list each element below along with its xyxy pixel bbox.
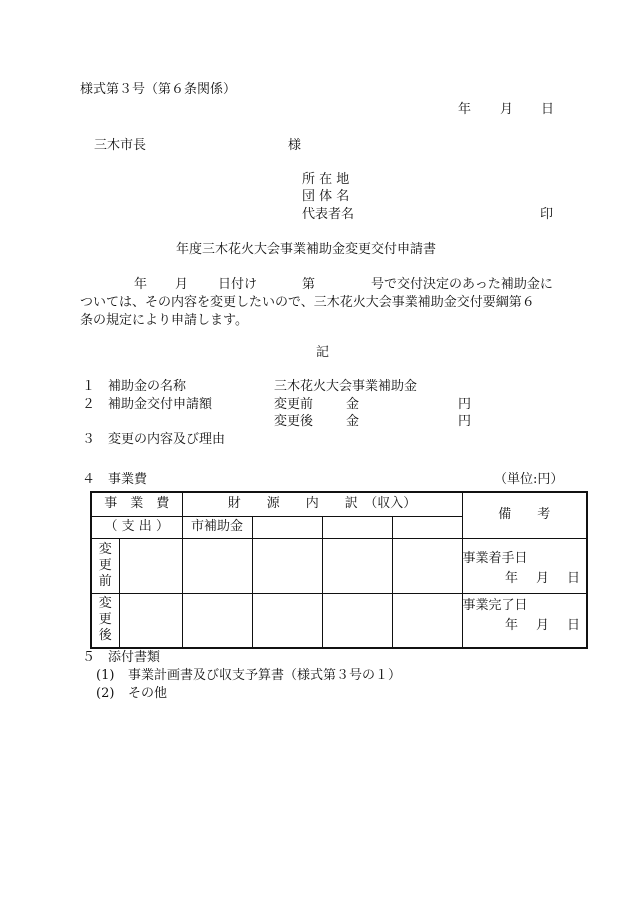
item-3-label: 変更の内容及び理由: [108, 432, 226, 447]
item-4-number: ４: [82, 472, 96, 487]
body-date-attached: 日付け: [218, 277, 258, 292]
after-source-2-cell[interactable]: [252, 593, 322, 648]
start-month: 月: [536, 570, 550, 586]
item-1-number: １: [82, 379, 96, 394]
before-source-3-cell[interactable]: [322, 538, 392, 593]
end-month: 月: [536, 617, 550, 633]
item-1-value: 三木花火大会事業補助金: [274, 379, 418, 394]
start-date-line: [463, 571, 587, 587]
item-2-label: 補助金交付申請額: [108, 397, 213, 412]
body-dai: 第: [302, 277, 316, 292]
header-blank-2: [322, 516, 392, 538]
form-number: 様式第３号（第６条関係）: [80, 82, 237, 97]
after-source-3-cell[interactable]: [322, 593, 392, 648]
body-year: 年: [134, 277, 148, 292]
before-source-4-cell[interactable]: [392, 538, 462, 593]
date-month-label: 月: [500, 102, 514, 117]
header-shihojo: 市補助金: [191, 519, 244, 534]
item-3-number: ３: [82, 432, 96, 447]
attachment-2-text: その他: [128, 686, 168, 701]
row-before-label: [91, 538, 119, 593]
row-before-char-1: 変: [98, 541, 112, 557]
item-2-after-label: 変更後: [274, 414, 314, 429]
item-2-after-kin: 金: [346, 414, 360, 429]
start-day: 日: [567, 570, 581, 586]
end-date-cell: [462, 593, 587, 648]
item-2-before-label: 変更前: [274, 397, 314, 412]
row-after-char-2: 更: [98, 612, 112, 628]
applicant-group-label: 団 体 名: [302, 189, 350, 204]
header-biko: 備 考: [498, 507, 551, 523]
end-date-line: [463, 618, 587, 634]
item-2-before-kin: 金: [346, 397, 360, 412]
start-year: 年: [504, 570, 518, 586]
after-cost-cell[interactable]: [119, 593, 182, 648]
body-line3: 条の規定により申請します。: [80, 313, 248, 328]
date-year-label: 年: [458, 102, 472, 117]
seal-mark: 印: [540, 207, 554, 222]
attachment-1-number: (1): [96, 668, 115, 683]
before-source-2-cell[interactable]: [252, 538, 322, 593]
before-cost-cell[interactable]: [119, 538, 182, 593]
item-5-label: 添付書類: [108, 650, 161, 665]
header-zaigen: 財 源 内 訳 （収入）: [227, 496, 417, 512]
header-blank-1: [252, 516, 322, 538]
attachment-1-text: 事業計画書及び収支予算書（様式第３号の１）: [128, 668, 402, 683]
item-4-label: 事業費: [108, 472, 148, 487]
addressee-name: 三木市長: [94, 138, 147, 153]
applicant-rep-label: 代表者名: [302, 207, 355, 222]
row-before-char-2: 更: [98, 557, 112, 573]
header-biko-cell: [462, 492, 587, 538]
header-jigyo: 事 業 費: [104, 496, 170, 512]
header-zaigen-cell: [182, 492, 462, 516]
row-after-label: [91, 593, 119, 648]
end-date-label: 事業完了日: [462, 597, 528, 613]
item-2-before-yen: 円: [458, 397, 472, 412]
date-day-label: 日: [541, 102, 555, 117]
body-month: 月: [175, 277, 189, 292]
header-blank-3: [392, 516, 462, 538]
project-cost-table: [90, 491, 588, 649]
header-shishutsu-cell: [91, 516, 182, 538]
header-shishutsu: （ 支 出 ）: [104, 519, 169, 534]
attachment-2-number: (2): [96, 686, 115, 701]
body-line1-rest: 号で交付決定のあった補助金に: [371, 277, 553, 292]
item-5-number: ５: [82, 650, 96, 665]
end-day: 日: [567, 617, 581, 633]
item-2-number: ２: [82, 397, 96, 412]
addressee-honorific: 様: [288, 138, 302, 153]
item-4-unit: （単位:円）: [494, 472, 564, 487]
body-line2: ついては、その内容を変更したいので、三木花火大会事業補助金交付要綱第６: [80, 295, 535, 310]
after-subsidy-cell[interactable]: [182, 593, 252, 648]
start-date-cell: [462, 538, 587, 593]
document-title: 年度三木花火大会事業補助金変更交付申請書: [176, 242, 437, 257]
item-2-after-yen: 円: [458, 414, 472, 429]
applicant-address-label: 所 在 地: [302, 172, 350, 187]
row-after-char-1: 変: [98, 596, 112, 612]
row-before-char-3: 前: [98, 573, 112, 589]
item-1-label: 補助金の名称: [108, 379, 187, 394]
before-subsidy-cell[interactable]: [182, 538, 252, 593]
start-date-label: 事業着手日: [462, 550, 528, 566]
after-source-4-cell[interactable]: [392, 593, 462, 648]
header-shihojo-cell: [182, 516, 252, 538]
header-jigyo-cell: [91, 492, 182, 516]
ki-heading: 記: [316, 345, 330, 360]
row-after-char-3: 後: [98, 628, 112, 644]
end-year: 年: [504, 617, 518, 633]
